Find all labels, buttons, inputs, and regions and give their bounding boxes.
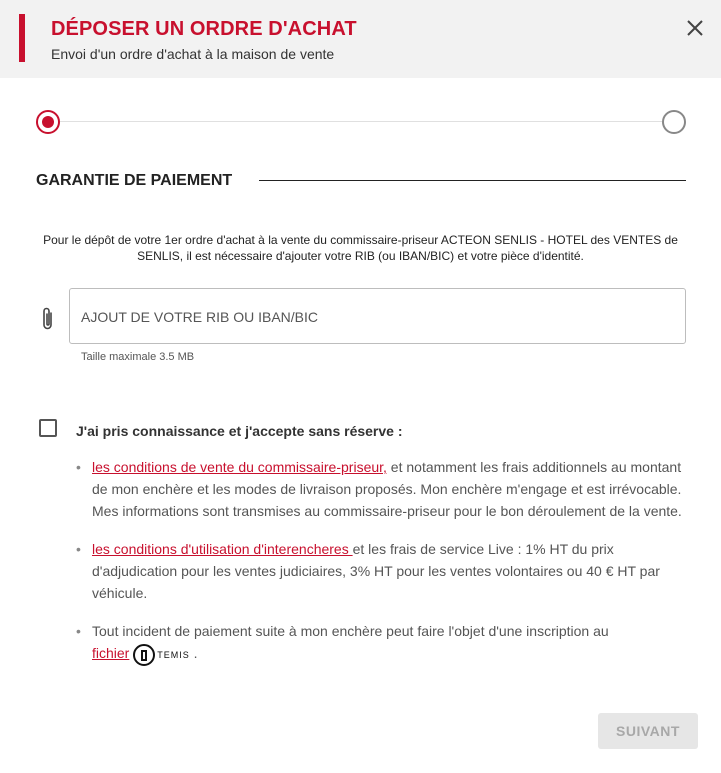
stepper-step-1-active	[36, 110, 60, 134]
paperclip-icon	[38, 305, 58, 333]
section-divider	[259, 180, 686, 181]
upload-size-hint: Taille maximale 3.5 MB	[81, 351, 195, 363]
sale-conditions-link[interactable]: les conditions de vente du commissaire-priseur,	[92, 459, 387, 475]
terms-list	[76, 456, 686, 664]
term-suffix: .	[193, 645, 198, 661]
accept-terms-checkbox[interactable]	[39, 419, 57, 437]
modal-header	[0, 0, 721, 78]
term-text: Tout incident de paiement suite à mon enchère peut faire l'objet d'une inscription au	[92, 623, 609, 639]
temis-logo-text: TEMIS	[157, 649, 190, 660]
fichier-link[interactable]: fichier	[92, 645, 130, 661]
rib-upload-placeholder[interactable]: AJOUT DE VOTRE RIB OU IBAN/BIC	[81, 309, 319, 325]
temis-logo	[133, 642, 190, 664]
close-icon[interactable]	[684, 17, 706, 39]
list-item	[76, 538, 686, 604]
modal-subtitle: Envoi d'un ordre d'achat à la maison de vente	[51, 46, 335, 62]
term-text: et les frais de service Live : 1% HT du prix d'adjudication pour les ventes judiciaires, 3% HT pour les ventes volontaires ou 40 € HT par véhicule.	[92, 541, 660, 601]
accept-terms-label: J'ai pris connaissance et j'accepte sans réserve :	[76, 423, 403, 439]
modal-title: DÉPOSER UN ORDRE D'ACHAT	[51, 18, 357, 40]
list-item	[76, 456, 686, 522]
list-item	[76, 620, 686, 664]
stepper-step-2	[662, 110, 686, 134]
usage-conditions-link[interactable]: les conditions d'utilisation d'interencheres	[92, 541, 353, 557]
next-button[interactable]: SUIVANT	[598, 713, 698, 749]
temis-logo-icon	[133, 644, 155, 666]
section-title: GARANTIE DE PAIEMENT	[36, 172, 233, 189]
intro-text: Pour le dépôt de votre 1er ordre d'achat à la vente du commissaire-priseur ACTEON SENLIS - HOTEL des VENTES de SENLIS, il est nécessaire d'ajouter votre RIB (ou IBAN/BIC) et votre pièce d'identité.	[43, 233, 678, 263]
term-text: et notamment les frais additionnels au montant de mon enchère et les modes de livraison proposés. Mon enchère m'engage et est irrévocable. Mes informations sont transmises au commissaire-priseur pour le bon déroulement de la vente.	[92, 459, 682, 519]
stepper-track	[60, 121, 662, 122]
header-accent-bar	[19, 14, 25, 62]
